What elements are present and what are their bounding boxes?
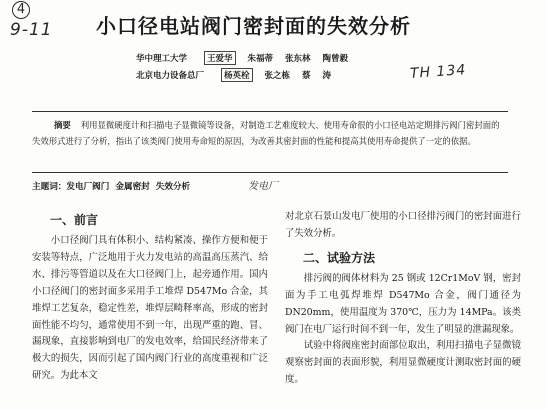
handwritten-classification-code: TH 134: [409, 62, 467, 82]
section-heading-test-method: 二、试验方法: [303, 250, 376, 265]
author-name: 杨英栓: [221, 68, 253, 82]
author-name: 陶曾毅: [322, 54, 348, 64]
left-column: [32, 209, 268, 385]
author-name: 张之栋: [264, 71, 290, 81]
right-column: [285, 209, 521, 389]
handwritten-page-number: 4: [12, 1, 30, 19]
abstract-label: 摘要: [54, 120, 71, 130]
author-line-2: [136, 68, 340, 82]
affiliation-2: 北京电力设备总厂: [136, 71, 205, 81]
abstract-bottom-rule: [32, 172, 508, 173]
keyword: 发电厂阀门: [66, 182, 110, 192]
preface-paragraph: 小口径阀门具有体积小、结构紧凑、操作方便和便于安装等特点，广泛地用于火力发电站的高温高压蒸汽、给水、排污等管道以及在大口径阀门上，起旁通作用。国内小口径阀门的密封面多采用手工堆焊 D547Mo 合金，其堆焊工艺复杂，稳定性差，堆焊层畸释率高，形成的密封面性能不均匀，通常使用不到一年，出现严重的跑、冒、漏现象，直接影响到电厂的发电效率，给国民经济带来了极大的损失，因而引起了国内阀门行业的高度重视和广泛研究。为此本文: [32, 235, 268, 382]
author-line-1: [136, 51, 357, 65]
preface-paragraph-continued: 对北京石景山发电厂使用的小口径排污阀门的密封面进行了失效分析。: [285, 211, 521, 239]
author-name: 蔡: [301, 71, 311, 81]
author-name: 涛: [322, 71, 331, 81]
keyword: 失效分析: [155, 182, 191, 192]
handwritten-keyword-note: 发电厂: [248, 181, 278, 192]
abstract-top-rule: [32, 111, 508, 112]
keyword: 金属密封: [115, 182, 150, 192]
author-name: 朱福蒂: [247, 54, 273, 64]
abstract: [32, 118, 502, 149]
test-method-paragraph-1: 排污阀的阀体材料为 25 钢或 12Cr1MoV 钢，密封面为手工电弧焊堆焊 D547Mo 合金，阀门通径为 DN20mm，使用温度为 370℃，压力为 14MPa。该类阀门在电厂运行时间不到一年，发生了明显的泄漏现象。: [285, 272, 521, 335]
author-name: 王爱华: [204, 51, 236, 65]
affiliation-1: 华中理工大学: [136, 54, 188, 64]
abstract-text: 利用显微硬度计和扫描电子显微镜等设备，对制造工艺难度较大、使用寿命很的小口径电站定期排污阀门密封面的失效形式进行了分析，指出了该类阀门使用寿命短的原因，为改善其密封面的性能和提高其使用寿命提供了一定的依据。: [32, 120, 500, 146]
test-method-paragraph-2: 试验中将阀座密封面部位取出，利用扫描电子显微镜观察密封面的表面形貌，利用显微硬度计测取密封面的硬度。: [285, 340, 521, 386]
keywords-label: 主题词：: [32, 182, 67, 192]
paper-title: 小口径电站阀门密封面的失效分析: [96, 14, 411, 38]
keywords: [32, 180, 196, 192]
section-heading-preface: 一、前言: [50, 213, 99, 227]
author-name: 张东林: [284, 54, 311, 64]
handwritten-date: 9-11: [10, 20, 53, 40]
